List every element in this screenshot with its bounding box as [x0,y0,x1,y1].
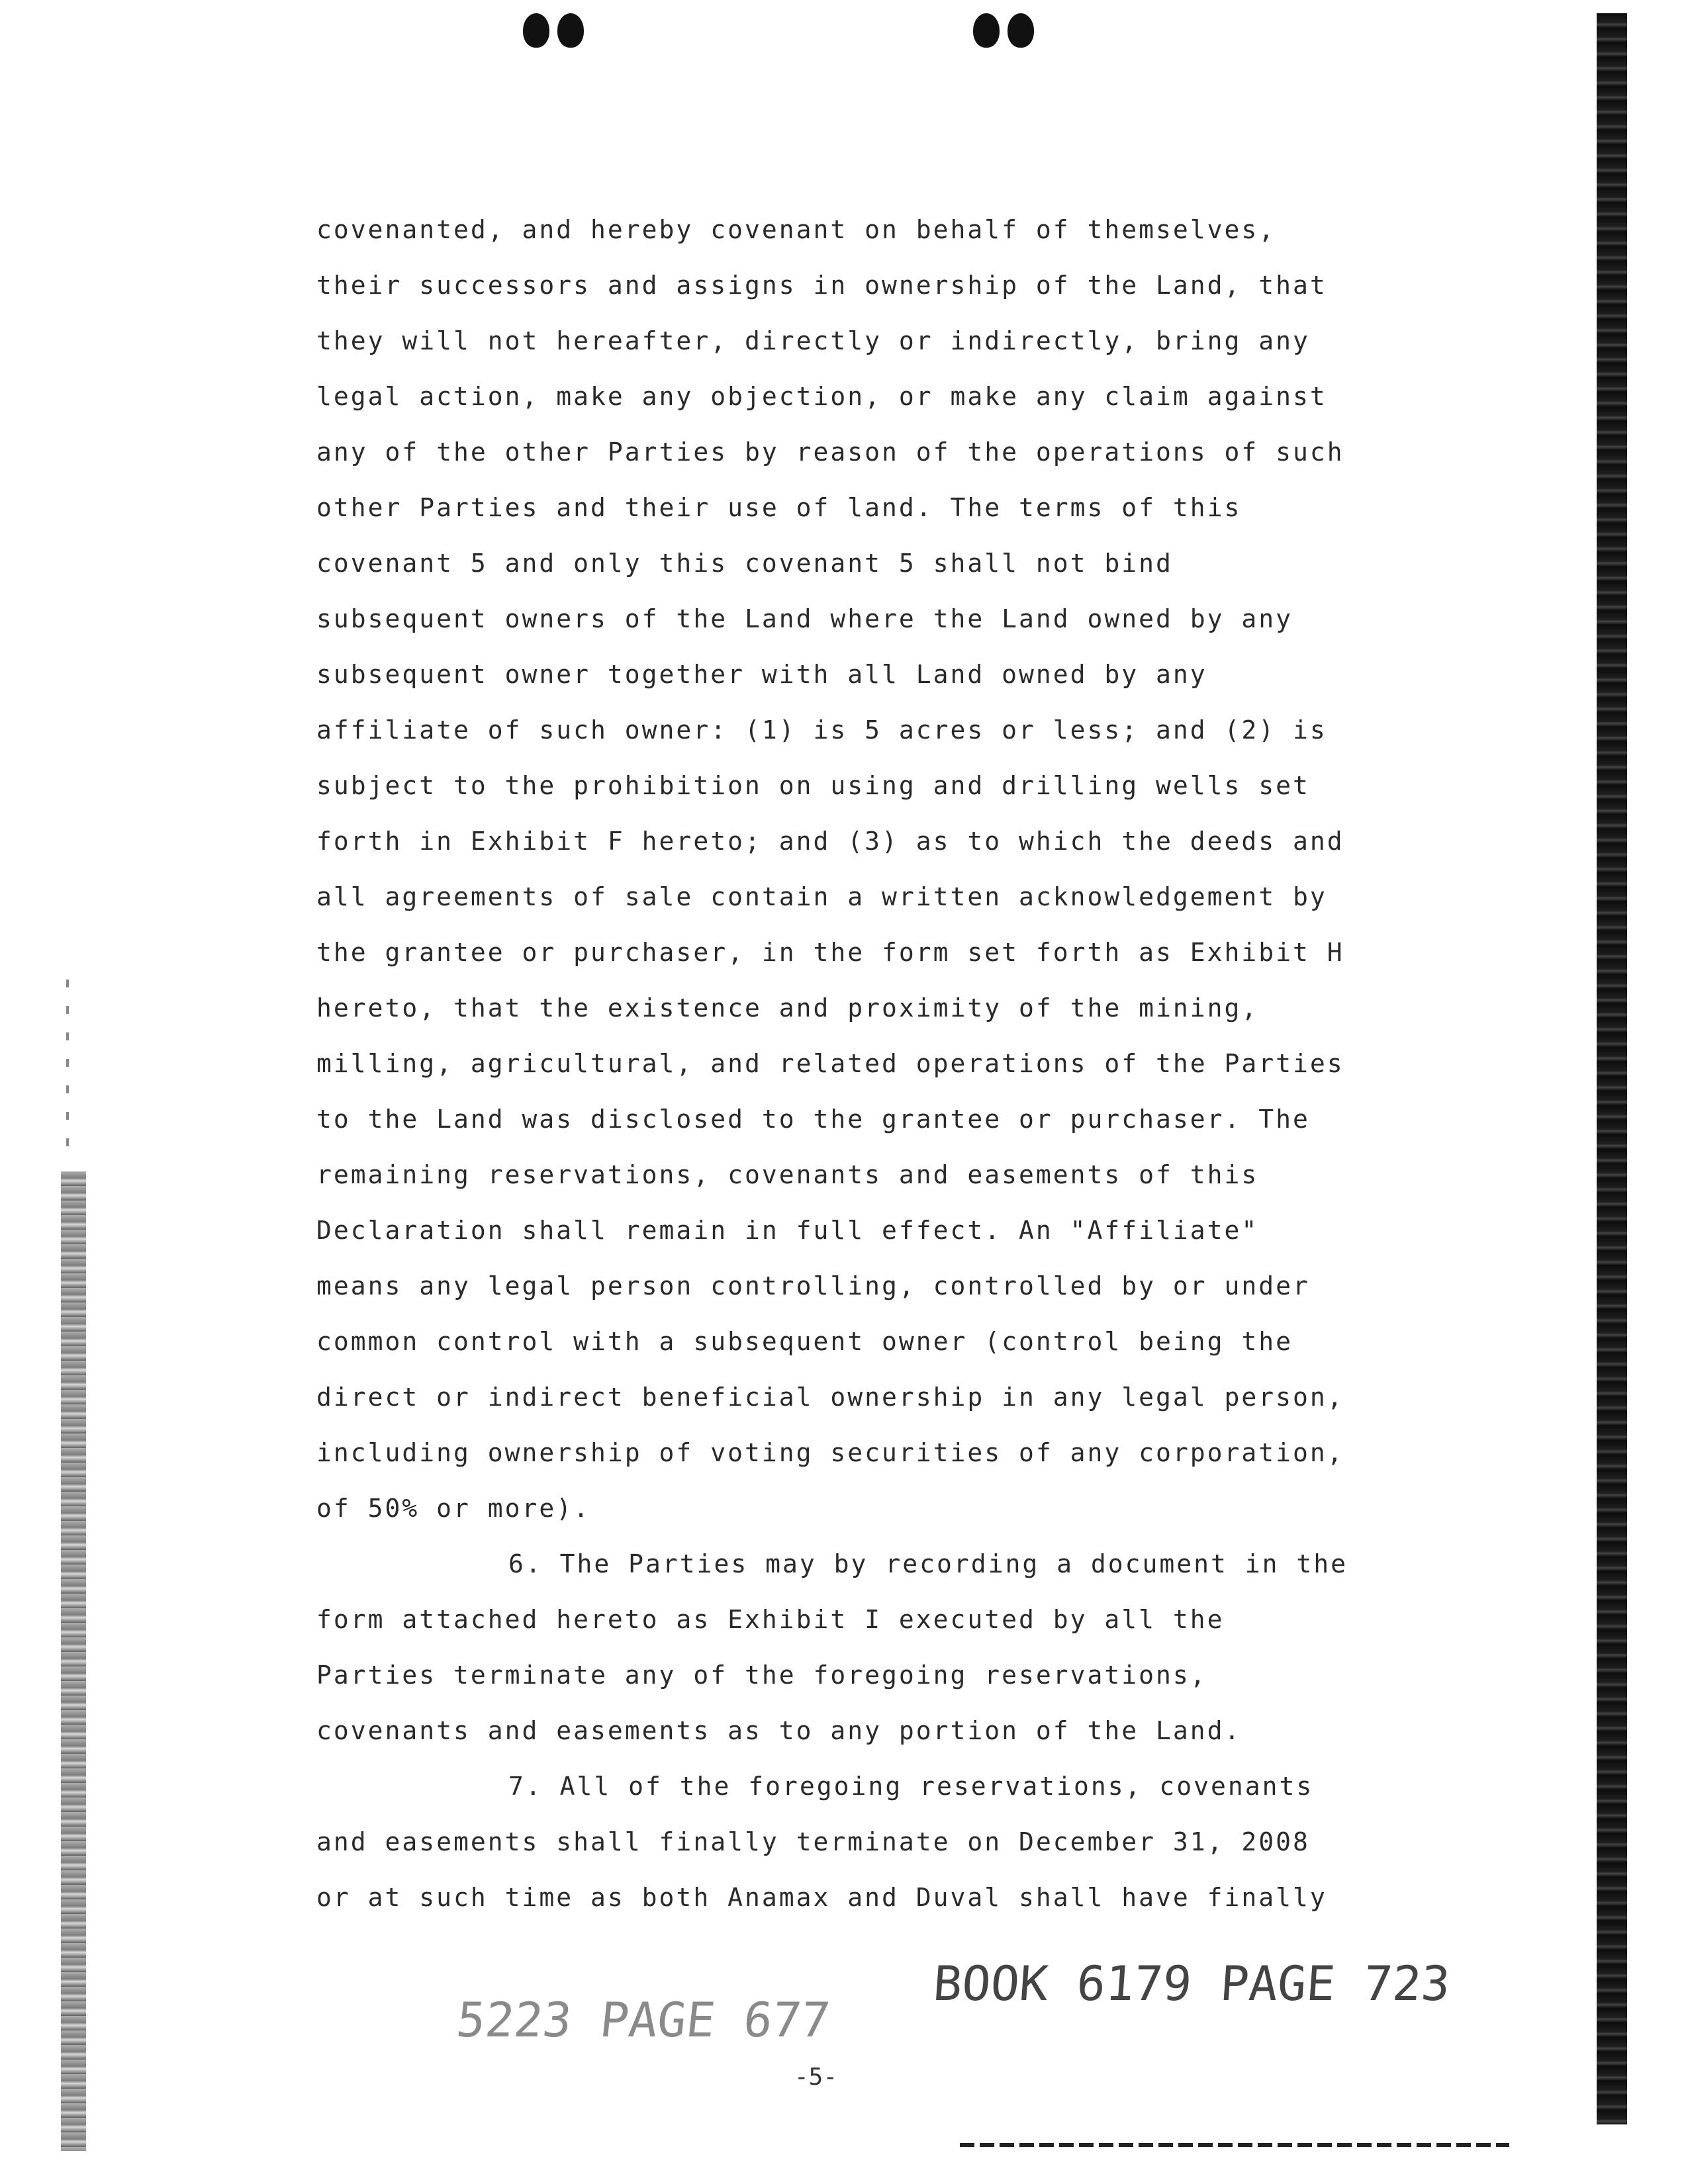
text-line: hereto, that the existence and proximity of the mining, [316,993,1259,1023]
scan-ticks-left [66,979,69,1152]
text-line: means any legal person controlling, controlled by or under [316,1271,1310,1300]
text-line: subject to the prohibition on using and drilling wells set [316,771,1310,800]
punch-hole-1 [523,13,549,48]
text-line: covenanted, and hereby covenant on behalf of themselves, [316,215,1276,244]
punch-hole-3 [973,13,1000,48]
punch-hole-4 [1008,13,1034,48]
text-line: all agreements of sale contain a written acknowledgement by [316,882,1327,911]
book-stamp-right: BOOK 6179 PAGE 723 [931,1956,1452,2011]
page-number: -5- [794,2064,838,2091]
text-line: Parties terminate any of the foregoing reservations, [316,1661,1207,1690]
scan-edge-left [61,1171,86,2151]
text-line: 7. All of the foregoing reservations, covenants [508,1772,1314,1801]
text-line: the grantee or purchaser, in the form set forth as Exhibit H [316,938,1344,967]
punch-hole-2 [557,13,584,48]
text-line: or at such time as both Anamax and Duval shall have finally [316,1883,1327,1912]
text-line: of 50% or more). [316,1494,591,1523]
text-line: to the Land was disclosed to the grantee or purchaser. The [316,1105,1310,1134]
text-line: they will not hereafter, directly or indirectly, bring any [316,326,1310,355]
text-line: covenant 5 and only this covenant 5 shall not bind [316,549,1173,578]
text-line: common control with a subsequent owner (control being the [316,1327,1293,1356]
text-line: subsequent owner together with all Land owned by any [316,660,1207,689]
text-line: their successors and assigns in ownership of the Land, that [316,271,1327,300]
text-line: and easements shall finally terminate on December 31, 2008 [316,1827,1310,1856]
text-line: affiliate of such owner: (1) is 5 acres or less; and (2) is [316,715,1327,745]
text-line: legal action, make any objection, or make any claim against [316,382,1327,411]
text-line: other Parties and their use of land. The terms of this [316,493,1242,522]
document-body [316,202,1349,1925]
text-line: Declaration shall remain in full effect. An "Affiliate" [316,1216,1259,1245]
text-line: forth in Exhibit F hereto; and (3) as to which the deeds and [316,827,1344,856]
text-line: form attached hereto as Exhibit I executed by all the [316,1605,1225,1634]
text-line: subsequent owners of the Land where the Land owned by any [316,604,1293,633]
text-line: covenants and easements as to any portion of the Land. [316,1716,1242,1745]
scan-bottom-rule [960,2143,1509,2147]
book-stamp-left: 5223 PAGE 677 [453,1992,833,2048]
text-line: 6. The Parties may by recording a document in the [508,1549,1348,1578]
text-line: including ownership of voting securities of any corporation, [316,1438,1344,1467]
text-line: any of the other Parties by reason of the operations of such [316,437,1344,467]
text-line: direct or indirect beneficial ownership in any legal person, [316,1383,1344,1412]
scan-edge-right [1597,13,1627,2124]
text-line: milling, agricultural, and related operations of the Parties [316,1049,1344,1078]
text-line: remaining reservations, covenants and easements of this [316,1160,1259,1189]
